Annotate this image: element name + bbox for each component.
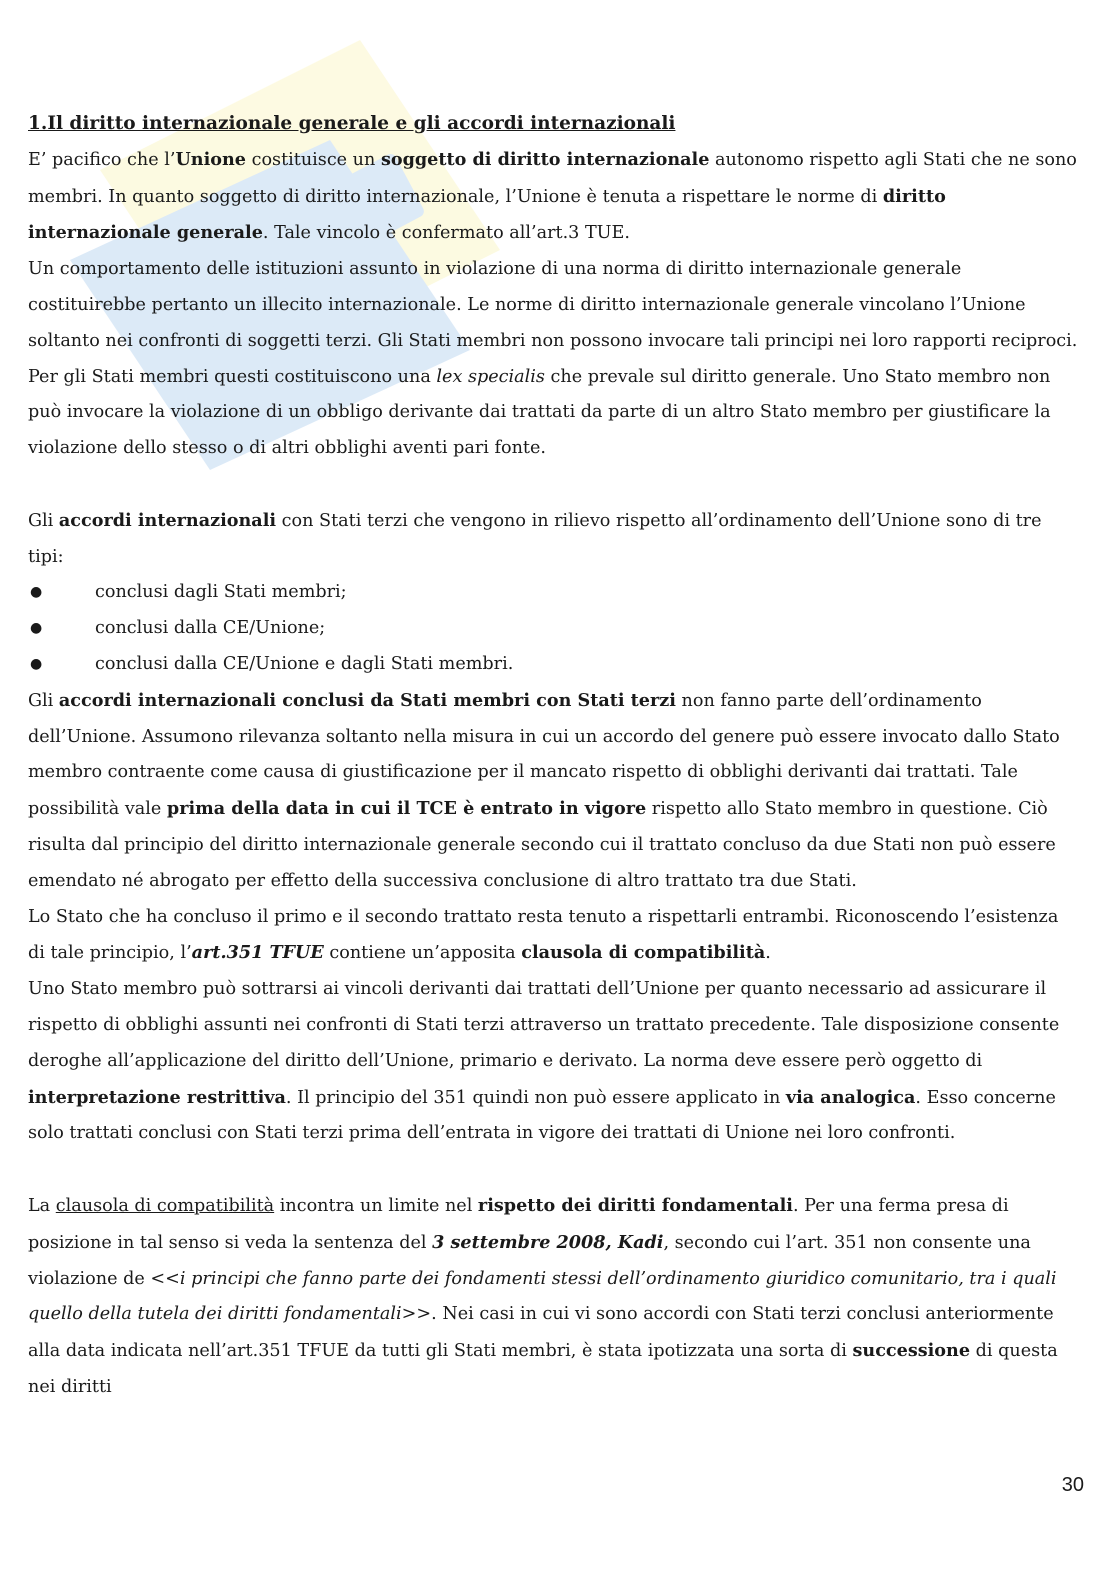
- text: . Il principio del 351 quindi non può essere applicato in: [285, 1087, 786, 1108]
- text: che prevale sul diritto generale. Uno Stato membro non può invocare la violazione di un obbligo derivante dai trattati da parte di un altro Stato membro per giustificare la violazione dello stesso o di altri obblighi aventi pari fonte.: [28, 366, 1051, 459]
- paragraph-2: Un comportamento delle istituzioni assunto in violazione di una norma di diritto internazionale generale costituirebbe pertanto un illecito internazionale. Le norme di diritto internazionale generale vincolano l’Unione soltanto nei confronti di soggetti terzi. Gli Stati membri non possono invocare tali principi nei loro rapporti reciproci.: [28, 259, 1078, 351]
- text: Lo Stato che ha concluso il primo e il secondo trattato resta tenuto a rispettarli entrambi. Riconoscendo l’esistenza di tale principio, l’: [28, 906, 1059, 964]
- list-item-text: conclusi dalla CE/Unione;: [95, 618, 326, 639]
- spacer: [28, 1152, 1078, 1188]
- text: La: [28, 1195, 56, 1216]
- paragraph-8: [28, 1188, 1078, 1406]
- list-item: [28, 575, 1078, 611]
- text: . Nei casi in cui vi sono accordi con Stati terzi conclusi anteriormente alla data indicata nell’art.351 TFUE da tutti gli Stati membri, è stata ipotizzata una sorta di: [28, 1304, 1054, 1362]
- quoted-italic-text: <<i principi che fanno parte dei fondamenti stessi dell’ordinamento giuridico comunitario, tra i quali quello della tutela dei diritti fondamentali>>: [28, 1268, 1057, 1325]
- bold-italic-text: art.351 TFUE: [191, 942, 324, 964]
- text: contiene un’apposita: [323, 943, 522, 964]
- paragraph-5: [28, 683, 1078, 900]
- text: Per gli Stati membri questi costituiscono una: [28, 366, 437, 387]
- bold-text: soggetto di diritto internazionale: [380, 148, 710, 170]
- bullet-icon: ●: [30, 620, 43, 637]
- bold-text: prima della data in cui il TCE è entrato in vigore: [166, 798, 647, 820]
- bold-text: diritto internazionale generale: [28, 185, 946, 244]
- text: Gli: [28, 510, 59, 531]
- bold-text: accordi internazionali conclusi da Stati membri con Stati terzi: [58, 689, 676, 711]
- paragraph-1: [28, 142, 1078, 252]
- bold-text: rispetto dei diritti fondamentali: [477, 1194, 793, 1216]
- bold-text: via analogica: [785, 1086, 916, 1108]
- bold-text: Unione: [175, 148, 246, 170]
- spacer: [28, 467, 1078, 503]
- text: . Tale vincolo è confermato all’art.3 TUE.: [262, 223, 630, 244]
- text: . Per una ferma presa di posizione in tal senso si veda la sentenza del: [28, 1195, 1009, 1253]
- text: di questa nei diritti: [28, 1341, 1058, 1397]
- paragraph-4: [28, 503, 1078, 576]
- paragraph-3: [28, 360, 1078, 467]
- section-heading: 1.Il diritto internazionale generale e gli accordi internazionali: [28, 113, 676, 134]
- bullet-icon: ●: [30, 655, 43, 672]
- document-body: [28, 106, 1078, 1406]
- text: con Stati terzi che vengono in rilievo rispetto all’ordinamento dell’Unione sono di tre tipi:: [28, 510, 1042, 567]
- page-number: 30: [1061, 1474, 1084, 1496]
- bold-text: accordi internazionali: [58, 509, 277, 531]
- list-item: [28, 611, 1078, 647]
- text: rispetto allo Stato membro in questione. Ciò risulta dal principio del diritto internazionale generale secondo cui il trattato concluso da due Stati non può essere emendato né abrogato per effetto della successiva conclusione di altro trattato tra due Stati.: [28, 799, 1056, 891]
- bold-text: clausola di compatibilità: [521, 942, 766, 964]
- italic-text: lex specialis: [436, 366, 545, 387]
- text: , secondo cui l’art. 351 non consente una violazione de: [28, 1232, 1031, 1289]
- list-item: [28, 647, 1078, 683]
- paragraph-7: [28, 972, 1078, 1152]
- list-item-text: conclusi dalla CE/Unione e dagli Stati membri.: [95, 653, 514, 674]
- list-item-text: conclusi dagli Stati membri;: [95, 582, 347, 603]
- text: Gli: [28, 690, 59, 711]
- text: .: [765, 943, 771, 964]
- text: costituisce un: [246, 149, 381, 170]
- text: incontra un limite nel: [274, 1195, 478, 1216]
- bold-text: successione: [852, 1340, 971, 1362]
- underlined-text: clausola di compatibilità: [55, 1195, 275, 1216]
- text: . Esso concerne solo trattati conclusi con Stati terzi prima dell’entrata in vigore dei trattati di Unione nei loro confronti.: [28, 1087, 1056, 1144]
- paragraph-6: [28, 900, 1078, 973]
- text: autonomo rispetto agli Stati che ne sono membri. In quanto soggetto di diritto internazionale, l’Unione è tenuta a rispettare le norme di: [28, 149, 1077, 207]
- bullet-icon: ●: [30, 584, 43, 601]
- bold-text: interpretazione restrittiva: [28, 1086, 286, 1108]
- text: E’ pacifico che l’: [28, 149, 176, 170]
- text: Uno Stato membro può sottrarsi ai vincoli derivanti dai trattati dell’Unione per quanto necessario ad assicurare il rispetto di obblighi assunti nei confronti di Stati terzi attraverso un trattato precedente. Tale disposizione consente deroghe all’applicazione del diritto dell’Unione, primario e derivato. La norma deve essere però oggetto di: [28, 979, 1060, 1071]
- bold-italic-text: 3 settembre 2008, Kadi: [432, 1231, 664, 1253]
- text: non fanno parte dell’ordinamento dell’Unione. Assumono rilevanza soltanto nella misura in cui un accordo del genere può essere invocato dallo Stato membro contraente come causa di giustificazione per il mancato rispetto di obblighi derivanti dai trattati. Tale possibilità vale: [28, 690, 1060, 820]
- bullet-list: [28, 575, 1078, 682]
